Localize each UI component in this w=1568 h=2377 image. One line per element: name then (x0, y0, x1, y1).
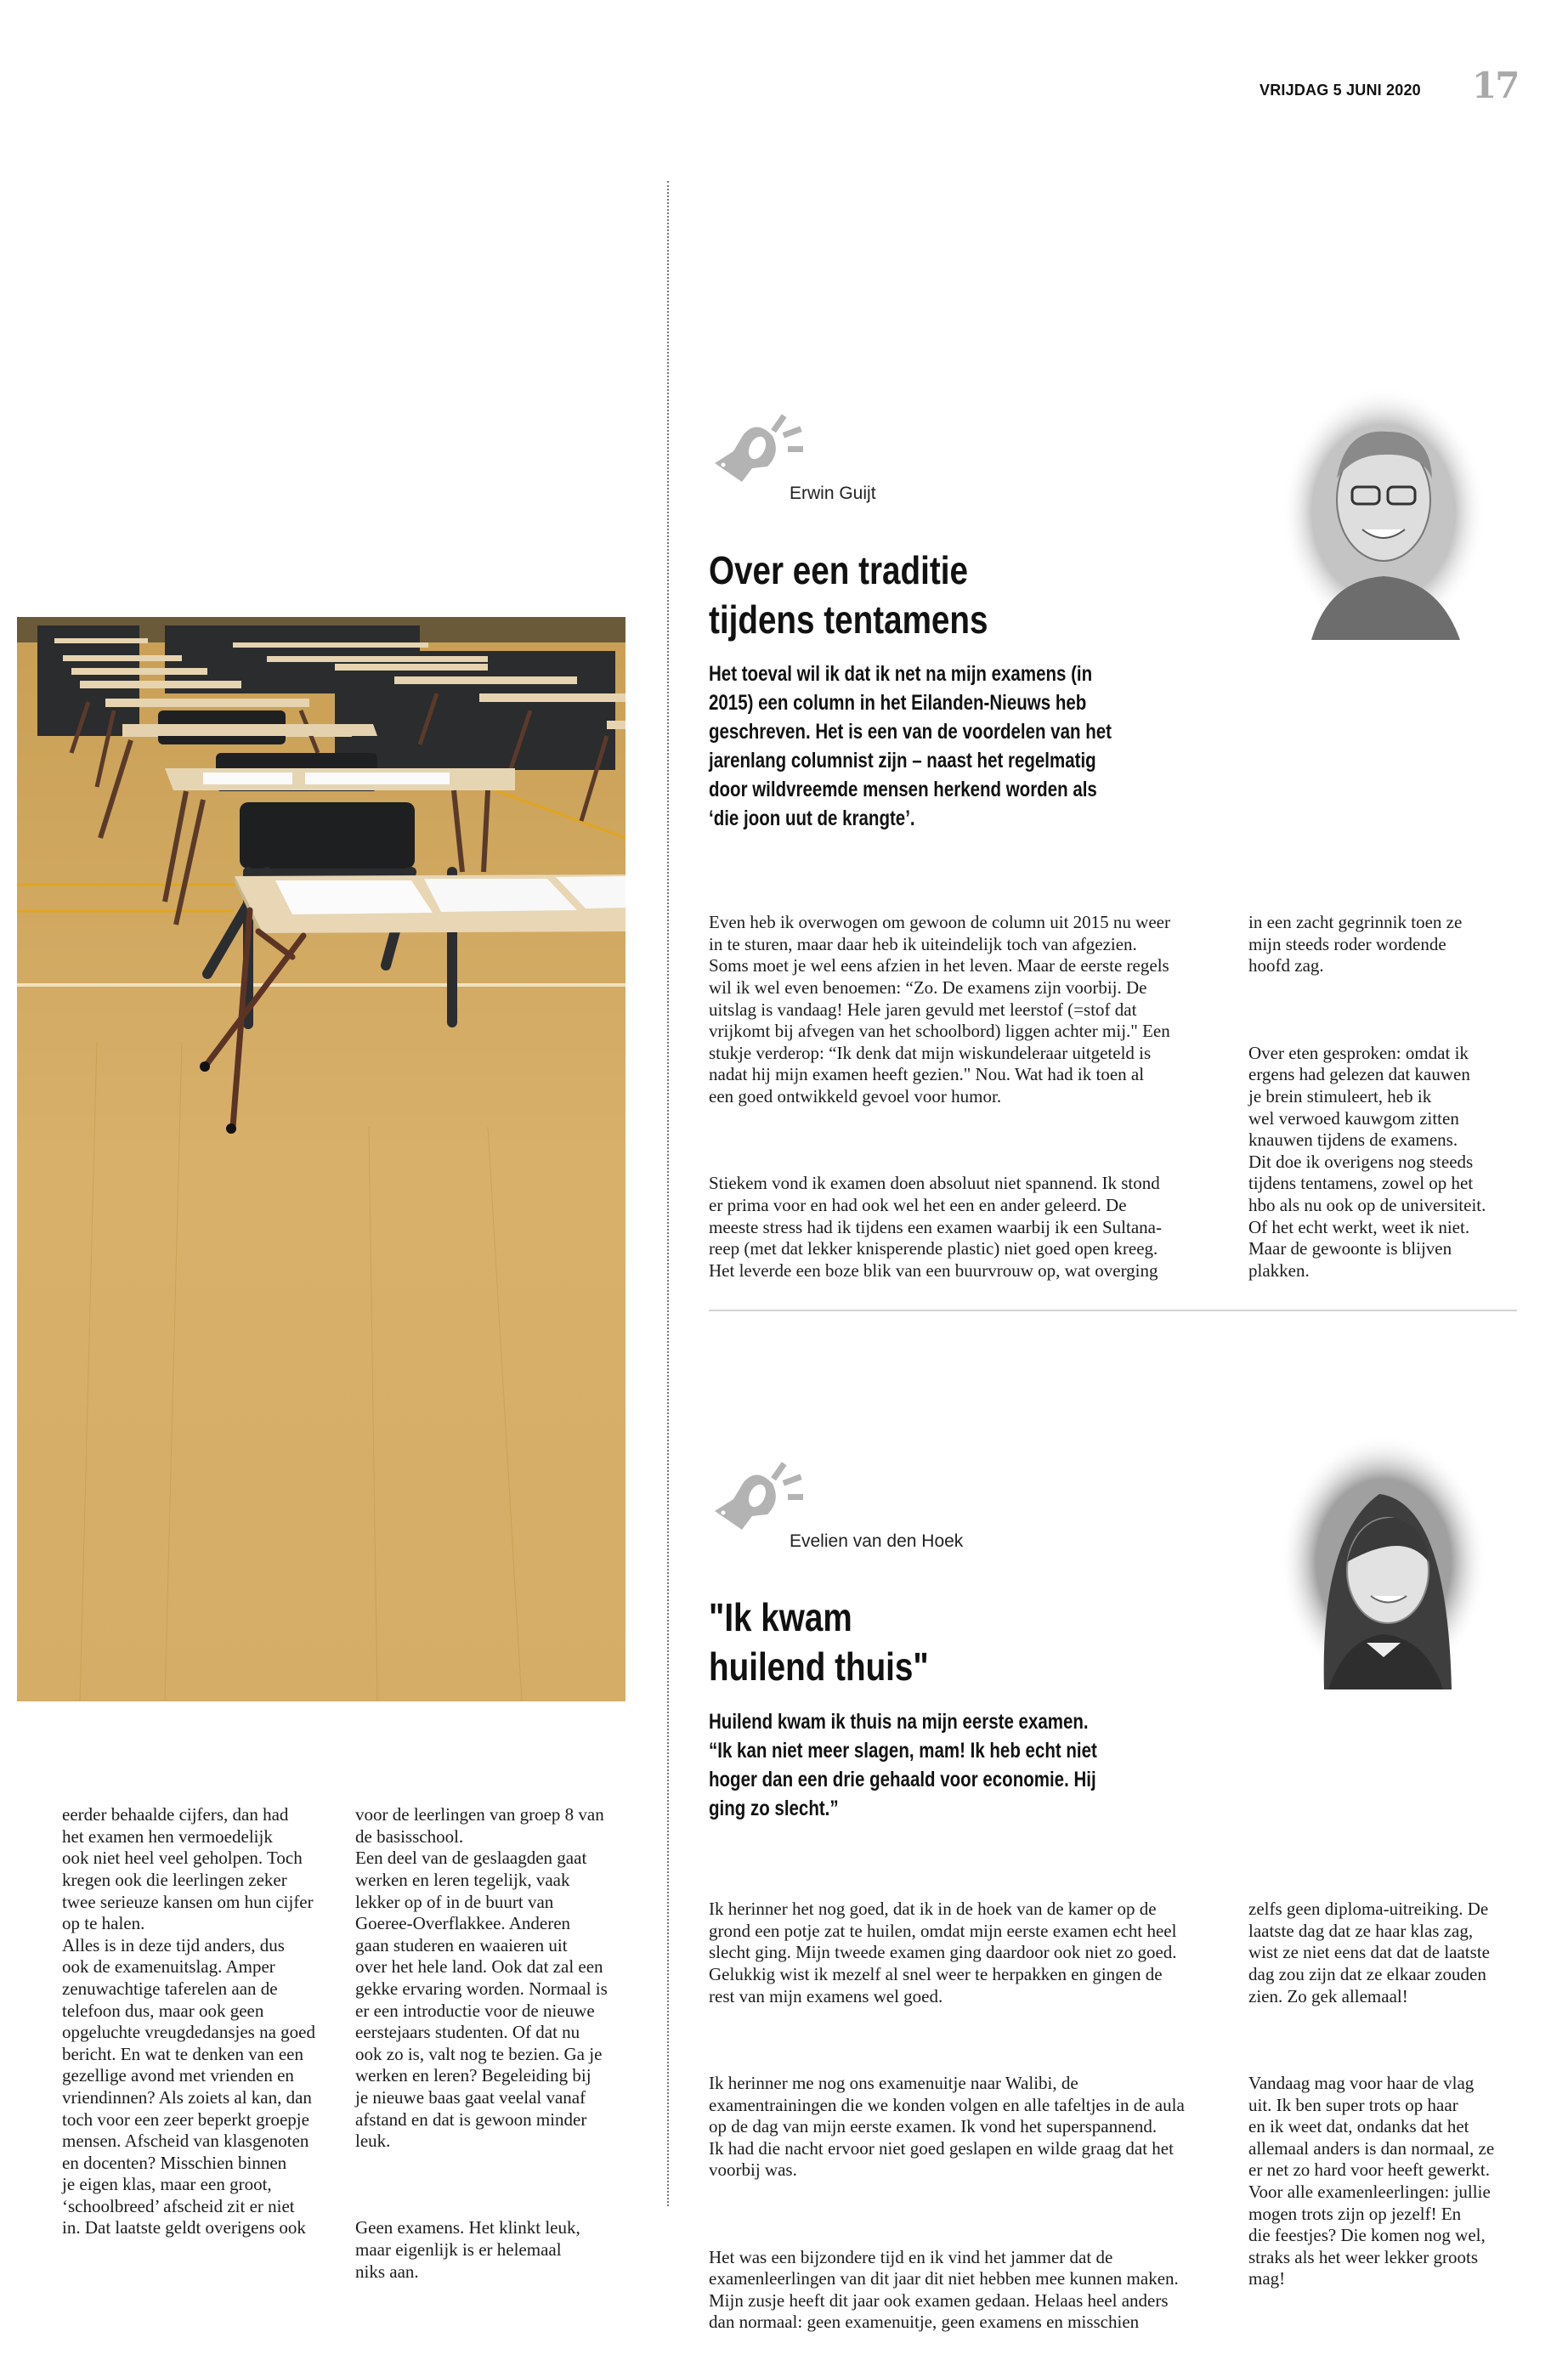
author-portrait (1277, 385, 1490, 640)
paragraph: voor de leerlingen van groep 8 van de basisschool. Een deel van de geslaagden gaat werken en leren tegelijk, vaak lekker op of in de buurt van Goeree-Overflakkee. Anderen gaan studeren en waaieren uit over het hele land. Ook dat zal een gekke ervaring worden. Normaal is er een introductie voor de nieuwe eerstejaars studenten. Of dat nu ook zo is, valt nog te bezien. Ga je werken en leren? Begeleiding bij je nieuwe baas gaat veelal vanaf afstand en dat is gewoon minder leuk. (355, 1804, 608, 2152)
paragraph: Het was een bijzondere tijd en ik vind het jammer dat de examenleerlingen van dit jaar dit niet hebben mee kunnen maken. Mijn zusje heeft dit jaar ook examen gedaan. Helaas heel anders dan normaal: geen examenuitje, geen examens en misschien (709, 2246, 1179, 2333)
column-body-right (1248, 1855, 1494, 2334)
paragraph: zelfs geen diploma-uitreiking. De laatste dag dat ze haar klas zag, wist ze niet eens dat dat de laatste dag zou zijn dat ze elkaar zouden zien. Zo gek allemaal! (1248, 1899, 1490, 2006)
paragraph: Ik herinner me nog ons examenuitje naar Walibi, de examentrainingen die we konden volgen en alle tafeltjes in de aula op de dag van mijn eerste examen. Ik vond het superspannend. Ik had die nacht ervoor niet goed geslapen en wilde graag dat het voorbij was. (709, 2072, 1185, 2181)
paragraph: Ik herinner het nog goed, dat ik in de hoek van de kamer op de grond een potje zat te huilen, omdat mijn eerste examen echt heel slecht ging. Mijn tweede examen ging daardoor ook niet zo goed. Gelukkig wist ik mezelf al snel weer te herpakken en gingen de rest van mijn examens wel goed. (709, 1899, 1177, 2006)
issue-date: VRIJDAG 5 JUNI 2020 (1259, 82, 1421, 99)
paragraph: Geen examens. Het klinkt leuk, maar eigenlijk is er helemaal niks aan. (355, 2217, 580, 2282)
page-number: 17 (1472, 65, 1519, 106)
column-lead: Huilend kwam ik thuis na mijn eerste examen. “Ik kan niet meer slagen, mam! Ik heb echt niet hoger dan een drie gehaald voor economie. Hij ging zo slecht.” (709, 1710, 1097, 1820)
column-title: "Ik kwam huilend thuis" (709, 1595, 929, 1689)
megaphone-pen-icon (708, 402, 803, 487)
column-lead: Het toeval wil ik dat ik net na mijn examens (in 2015) een column in het Eilanden-Nieuws heb geschreven. Het is een van de voordelen van het jarenlang columnist zijn – naast het regelmatig door wildvreemde mensen herkend worden als ‘die joon uut de krangte’. (709, 662, 1112, 830)
column-divider (667, 181, 669, 2206)
author-name: Erwin Guijt (790, 484, 876, 503)
exam-hall-photo (12, 617, 626, 1701)
megaphone-pen-icon (708, 1450, 803, 1535)
paragraph: eerder behaalde cijfers, dan had het examen hen vermoedelijk ook niet heel veel geholpen. Toch kregen ook die leerlingen zeker twee serieuze kansen om hun cijfer op te halen. Alles is in deze tijd anders, dus ook de examenuitslag. Amper zenuwachtige taferelen aan de telefoon dus, maar ook geen opgeluchte vreugdedansjes na goed bericht. En wat te denken van een gezellige avond met vrienden en vriendinnen? Als zoiets al kan, dan toch voor een zeer beperkt groepje mensen. Afscheid van klasgenoten en docenten? Misschien binnen je eigen klas, maar een groot, ‘schoolbreed’ afscheid zit er niet in. Dat laatste geldt overigens ook (62, 1804, 315, 2238)
column-body-right (1248, 869, 1486, 1325)
article-continued-col2 (355, 1761, 608, 2326)
author-portrait (1277, 1435, 1490, 1689)
column-title: Over een traditie tijdens tentamens (709, 548, 988, 642)
paragraph: Vandaag mag voor haar de vlag uit. Ik ben super trots op haar en ik weet dat, ondanks dat het allemaal anders is dan normaal, ze er net zo hard voor heeft gewerkt. Voor alle examenleerlingen: jullie mogen trots zijn op jezelf! En die feestjes? Die komen nog wel, straks als het weer lekker groots mag! (1248, 2072, 1495, 2289)
column-body-left (709, 869, 1170, 1325)
paragraph: Over eten gesproken: omdat ik ergens had gelezen dat kauwen je brein stimuleert, heb ik wel verwoed kauwgom zitten knauwen tijdens de examens. Dit doe ik overigens nog steeds tijdens tentamens, zowel op het hbo als nu ook op de universiteit. Of het echt werkt, weet ik niet. Maar de gewoonte is blijven plakken. (1248, 1042, 1486, 1281)
column-body-left (709, 1855, 1185, 2377)
article-continued-col1 (62, 1761, 315, 2283)
author-name: Evelien van den Hoek (790, 1531, 964, 1551)
section-divider (709, 1310, 1517, 1311)
paragraph: Stiekem vond ik examen doen absoluut niet spannend. Ik stond er prima voor en had ook wel het een en ander geleerd. De meeste stress had ik tijdens een examen waarbij ik een Sultana- reep (met dat lekker knisperende plastic) niet goed open kreeg. Het leverde een boze blik van een buurvrouw op, wat overging (709, 1173, 1162, 1281)
paragraph: Even heb ik overwogen om gewoon de column uit 2015 nu weer in te sturen, maar daar heb ik uiteindelijk toch van afgezien. Soms moet je wel eens afzien in het leven. Maar de eerste regels wil ik wel even benoemen: “Zo. De examens zijn voorbij. De uitslag is vandaag! Hele jaren gevuld met leerstof (=stof dat vrijkomt bij afvegen van het schoolbord) liggen achter mij." Een stukje verderop: “Ik denk dat mijn wiskundeleraar uitgeteld is nadat hij mijn examen heeft gezien." Nou. Wat had ik toen al een goed ontwikkeld gevoel voor humor. (709, 912, 1170, 1106)
paragraph: in een zacht gegrinnik toen ze mijn steeds roder wordende hoofd zag. (1248, 912, 1463, 976)
